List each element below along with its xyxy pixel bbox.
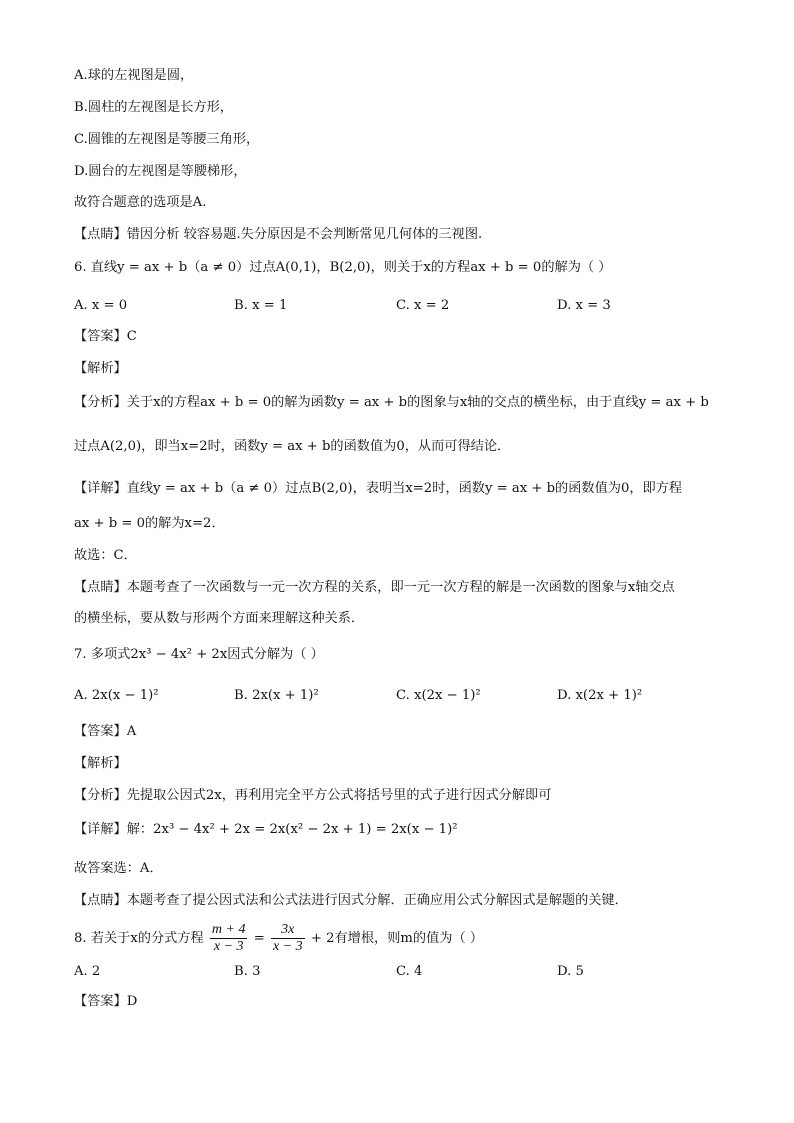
q7-option-c: C. x(2x − 1)² [396,688,481,703]
q6-option-b: B. x = 1 [234,298,288,313]
question-8 [74,922,483,956]
q8-equals: = [253,931,265,946]
text-line: D.圆台的左视图是等腰梯形， [74,164,247,179]
analysis-heading-6: 【解析】 [74,361,127,376]
q8-option-c: C. 4 [396,964,423,979]
q8-fraction-right [271,922,305,955]
q8-option-b: B. 3 [234,964,261,979]
text-line: 故符合题意的选项是A. [74,195,207,210]
answer-7: 【答案】A [74,724,137,739]
text-line: 【点睛】错因分析 较容易题.失分原因是不会判断常见几何体的三视图. [74,227,483,242]
q8-fraction-left-numerator: m + 4 [211,922,246,937]
text-line: A.球的左视图是圆， [74,68,194,83]
analysis-6-line-1: 【分析】关于x的方程ax + b = 0的解为函数y = ax + b的图象与x轴的交点的横坐标，由于直线y = ax + b [74,395,709,410]
text-line: C.圆锥的左视图是等腰三角形， [74,132,260,147]
q6-option-c: C. x = 2 [396,298,450,313]
q6-option-a: A. x = 0 [74,298,128,313]
q8-prefix: 8. 若关于x的分式方程 [74,931,204,946]
q8-fraction-left-denominator: x − 3 [213,939,244,954]
q6-option-d: D. x = 3 [557,298,611,313]
q8-option-d: D. 5 [557,964,584,979]
comment-6-line-1: 【点睛】本题考查了一次函数与一元一次方程的关系，即一元一次方程的解是一次函数的图象与x轴交点 [74,580,675,595]
question-6: 6. 直线y = ax + b（a ≠ 0）过点A(0,1)，B(2,0)，则关于x的方程ax + b = 0的解为（ ） [74,260,612,275]
detail-6-line-2: ax + b = 0的解为x=2． [74,516,225,531]
q7-option-a: A. 2x(x − 1)² [74,688,159,703]
choice-7: 故答案选：A． [74,861,163,876]
analysis-6-line-2: 过点A(2,0)，即当x=2时，函数y = ax + b的函数值为0，从而可得结论． [74,439,511,454]
q7-option-b: B. 2x(x + 1)² [234,688,319,703]
question-7: 7. 多项式2x³ − 4x² + 2x因式分解为（ ） [74,647,324,662]
analysis-7: 【分析】先提取公因式2x，再利用完全平方公式将括号里的式子进行因式分解即可 [74,788,552,803]
text-line: B.圆柱的左视图是长方形， [74,100,233,115]
answer-8: 【答案】D [74,994,138,1009]
analysis-heading-7: 【解析】 [74,756,127,771]
q8-fraction-right-denominator: x − 3 [272,939,303,954]
q7-option-d: D. x(2x + 1)² [557,688,643,703]
comment-6-line-2: 的横坐标，要从数与形两个方面来理解这种关系． [74,611,365,626]
answer-6: 【答案】C [74,329,137,344]
detail-7: 【详解】解：2x³ − 4x² + 2x = 2x(x² − 2x + 1) = 2x(x − 1)² [74,822,458,837]
q8-suffix: + 2有增根，则m的值为（ ） [310,931,484,946]
choice-6: 故选：C． [74,548,137,563]
q8-fraction-left [210,922,248,955]
detail-6-line-1: 【详解】直线y = ax + b（a ≠ 0）过点B(2,0)，表明当x=2时，函数y = ax + b的函数值为0，即方程 [74,481,683,496]
comment-7: 【点睛】本题考查了提公因式法和公式法进行因式分解．正确应用公式分解因式是解题的关键． [74,893,628,908]
q8-option-a: A. 2 [74,964,101,979]
q8-fraction-right-numerator: 3x [271,922,305,939]
